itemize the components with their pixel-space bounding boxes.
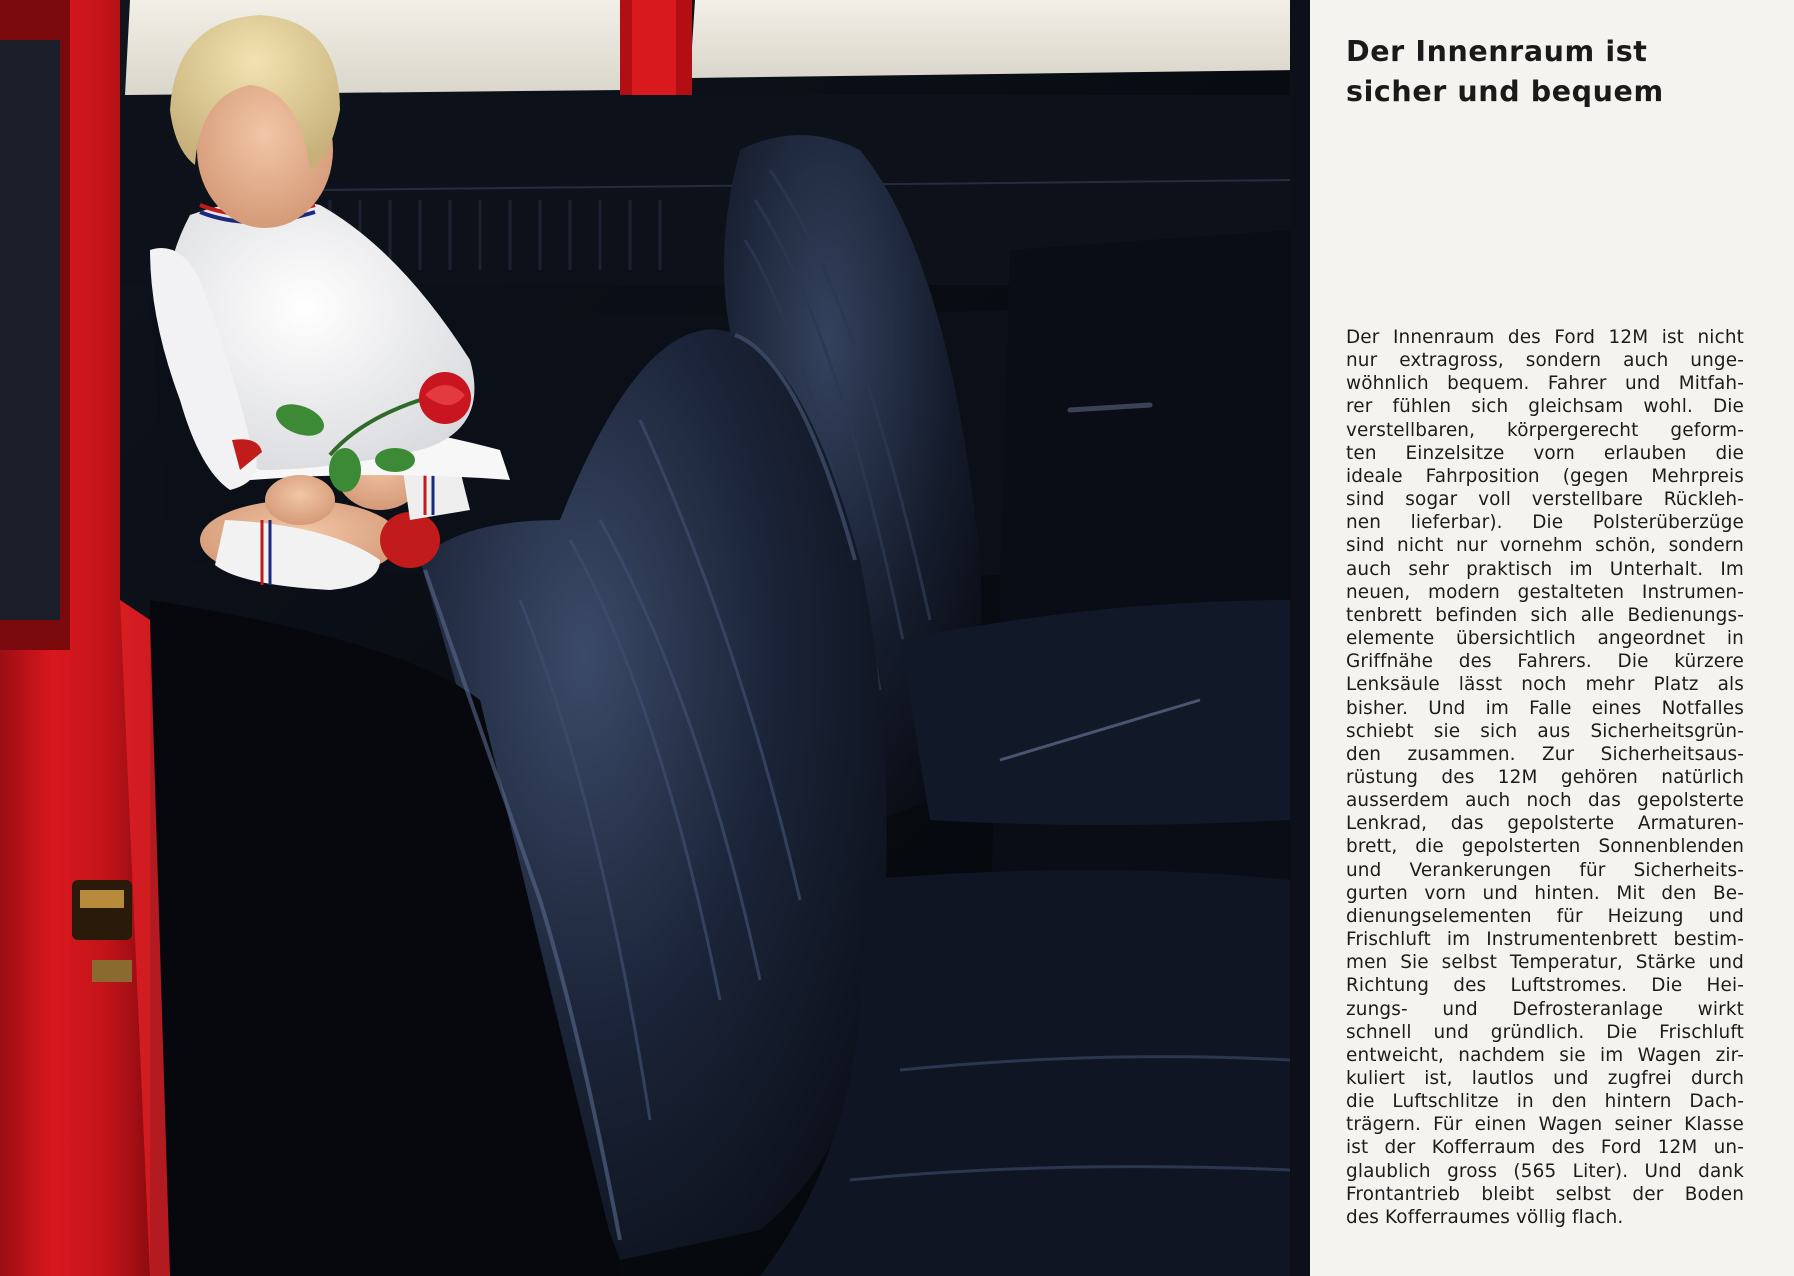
body-line: und Verankerungen für Sicherheits- [1346, 859, 1744, 881]
body-line: glaublich gross (565 Liter). Und dank [1346, 1160, 1744, 1182]
body-line: neuen, modern gestalteten Instrumen- [1346, 581, 1744, 603]
door-lock [72, 880, 132, 940]
body-line: rer fühlen sich gleichsam wohl. Die [1346, 396, 1744, 418]
body-line: brett, die gepolsterten Sonnenblenden [1346, 836, 1744, 858]
body-line: Frischluft im Instrumentenbrett bestim- [1346, 929, 1744, 951]
body-line: kuliert ist, lautlos und zugfrei durch [1346, 1068, 1744, 1089]
body-line: Der Innenraum des Ford 12M ist nicht [1346, 327, 1744, 348]
page-heading [1346, 32, 1766, 112]
body-paragraph [1346, 326, 1744, 1229]
body-line: Richtung des Luftstromes. Die Hei- [1346, 975, 1744, 997]
body-line: Griffnähe des Fahrers. Die kürzere [1346, 651, 1744, 673]
body-line: schnell und gründlich. Die Frischluft [1346, 1021, 1744, 1043]
body-line: men Sie selbst Temperatur, Stärke und [1346, 952, 1744, 974]
body-line: ist der Kofferraum des Ford 12M un- [1346, 1137, 1744, 1159]
body-line: Frontantrieb bleibt selbst der Boden [1346, 1183, 1744, 1205]
body-line: nur extragross, sondern auch unge- [1346, 350, 1744, 372]
heading-line: Der Innenraum ist [1346, 35, 1648, 68]
heading-line: sicher und bequem [1346, 75, 1664, 108]
body-line: Lenkrad, das gepolsterte Armaturen- [1346, 813, 1744, 835]
body-line: ideale Fahrposition (gegen Mehrpreis [1346, 465, 1744, 487]
body-line: auch sehr praktisch im Unterhalt. Im [1346, 558, 1744, 580]
side-window [690, 0, 1300, 78]
body-line: sind nicht nur vornehm schön, sondern [1346, 535, 1744, 557]
body-line: des Kofferraumes völlig flach. [1346, 1206, 1624, 1228]
body-line: entweicht, nachdem sie im Wagen zir- [1346, 1044, 1744, 1066]
body-line: ausserdem auch noch das gepolsterte [1346, 790, 1744, 812]
body-line: Lenksäule lässt noch mehr Platz als [1346, 674, 1744, 696]
body-line: rüstung des 12M gehören natürlich [1346, 766, 1744, 788]
body-line: dienungselementen für Heizung und [1346, 905, 1744, 927]
body-line: trägern. Für einen Wagen seiner Klasse [1346, 1114, 1744, 1136]
body-line: ten Einzelsitze vorn erlauben die [1346, 442, 1744, 464]
body-line: gurten vorn und hinten. Mit den Be- [1346, 882, 1744, 904]
body-line: die Luftschlitze in den hintern Dach- [1346, 1091, 1744, 1113]
body-line: schiebt sie sich aus Sicherheitsgrün- [1346, 720, 1744, 742]
body-line: verstellbaren, körpergerecht geform- [1346, 419, 1744, 441]
body-line: tenbrett befinden sich alle Bedienungs- [1346, 604, 1744, 626]
body-line: zungs- und Defrosteranlage wirkt [1346, 998, 1744, 1020]
text-column [1310, 0, 1794, 1276]
body-line: den zusammen. Zur Sicherheitsaus- [1346, 743, 1744, 765]
body-line: nen lieferbar). Die Polsterüberzüge [1346, 512, 1744, 534]
body-line: wöhnlich bequem. Fahrer und Mitfah- [1346, 373, 1744, 395]
body-line: sind sogar voll verstellbare Rücklеh- [1346, 489, 1744, 511]
body-line: elemente übersichtlich angeordnet in [1346, 628, 1744, 650]
body-line: bisher. Und im Falle eines Notfalles [1346, 697, 1744, 719]
